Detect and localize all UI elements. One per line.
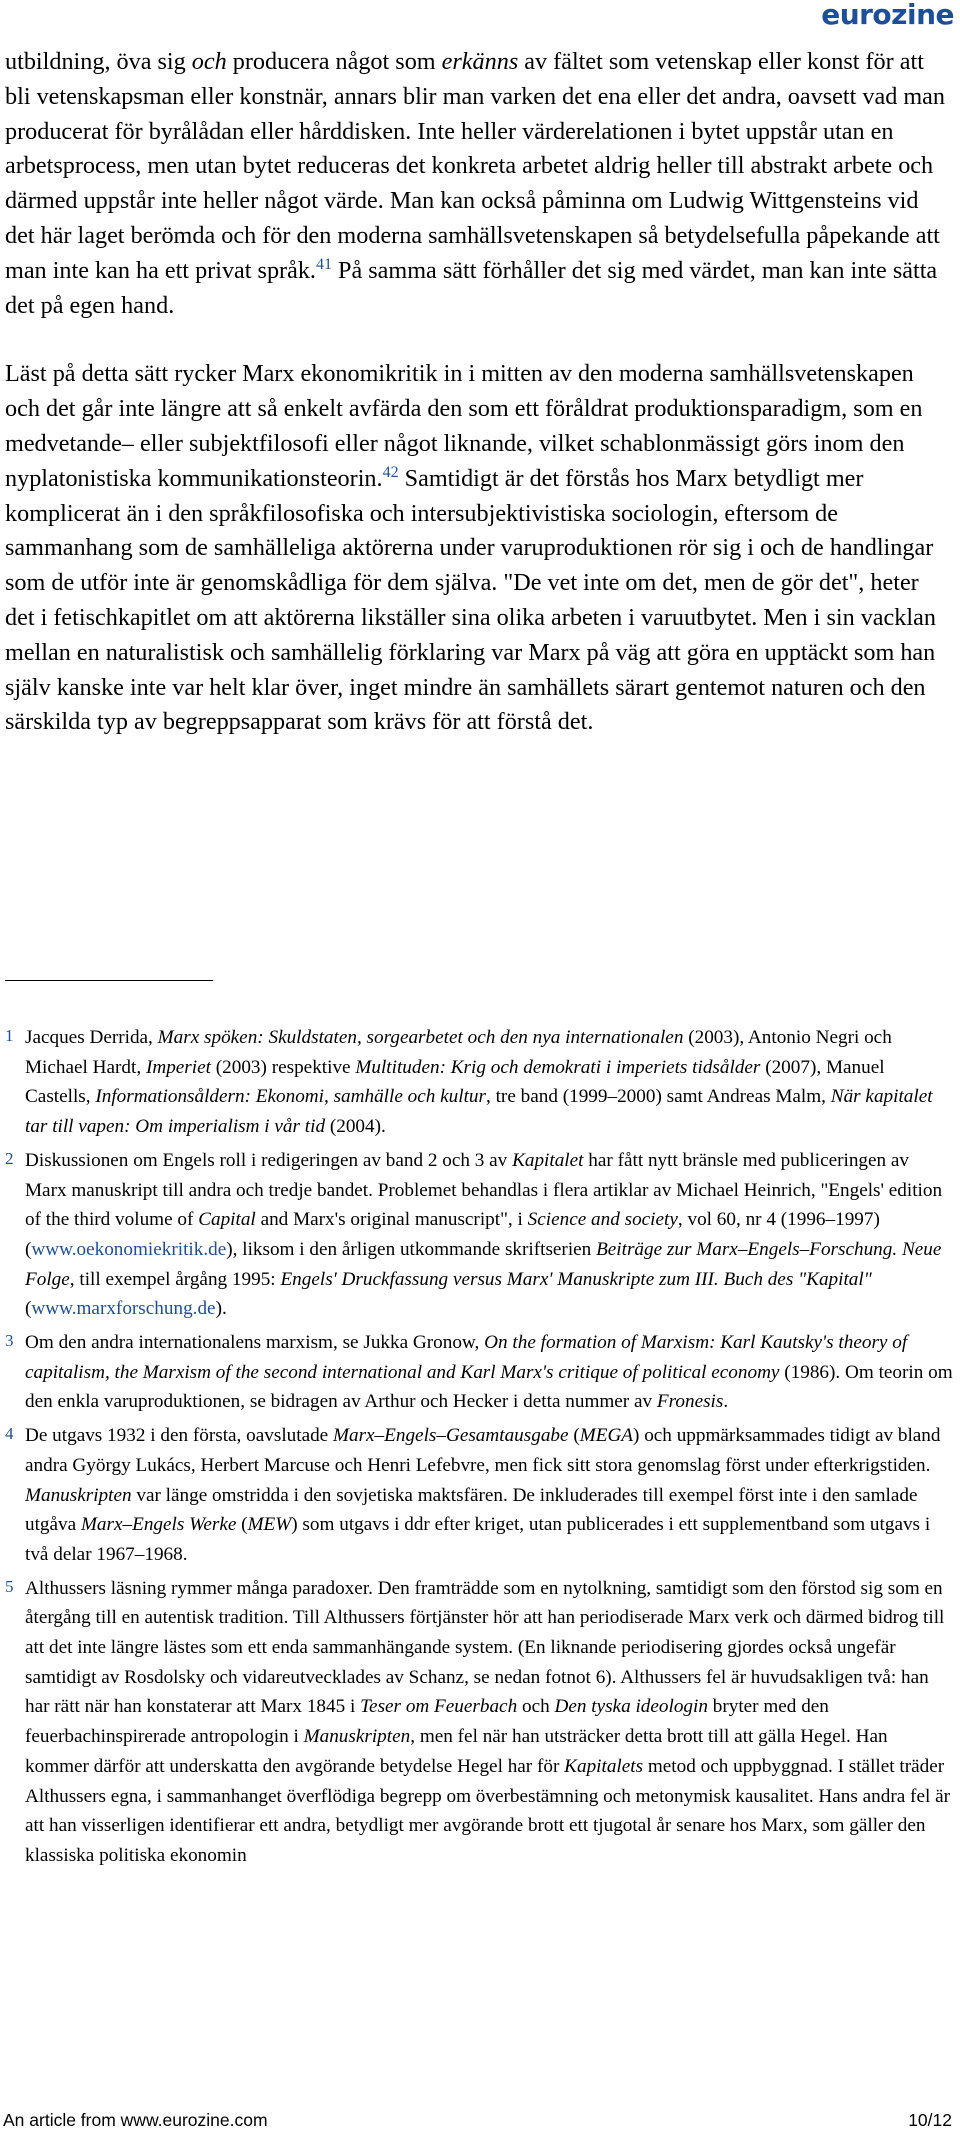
footnote-4 bbox=[5, 1421, 953, 1570]
eurozine-logo[interactable]: eurozine bbox=[821, 0, 954, 31]
footnote-link[interactable]: www.marxforschung.de bbox=[31, 1298, 216, 1320]
article-body bbox=[5, 45, 953, 774]
text-run: metod och uppbyggnad. I stället träder Althussers egna, i sammanhanget överflödiga begrepp om överbestämning och metonymisk kausalitet. Hans andra fel är att han visserligen identifierar ett andra, betydligt mer avgörande brott ett tjugotal år senare hos Marx, som gäller den klassiska politiska ekonomin bbox=[25, 1755, 951, 1866]
footnote-number: 4 bbox=[5, 1424, 14, 1444]
text-run: ( bbox=[25, 1298, 32, 1320]
text-run: , tre band (1999–2000) samt Andreas Malm, bbox=[486, 1086, 831, 1108]
text-run: var länge omstridda i den sovjetiska maktsfären. De inkluderades till exempel först inte i den samlade utgåva bbox=[25, 1484, 918, 1536]
paragraph-1 bbox=[5, 45, 953, 323]
text-run: (2003), Antonio Negri och Michael Hardt, bbox=[25, 1027, 892, 1078]
footnote-number: 1 bbox=[5, 1026, 14, 1045]
text-run: ( bbox=[568, 1425, 580, 1447]
emphasis: Capital bbox=[198, 1209, 256, 1231]
footnote-2 bbox=[5, 1146, 953, 1324]
text-run: , till exempel årgång 1995: bbox=[69, 1268, 281, 1290]
emphasis: Marx–Engels–Gesamtausgabe bbox=[333, 1425, 569, 1447]
text-run: Althussers läsning rymmer många paradoxer. Den framträdde som en nytolkning, samtidigt som den förstod sig som en återgång till en autentisk tradition. Till Althussers förtjänster hör att han periodiserade Marx verk och därmed bidrog till att det inte längre lästes som ett enda sammanhängande system. (En liknande periodisering gjordes också ungefär samtidigt av Rosdolsky och vidareutvecklades av Schanz, se nedan fotnot 6). Althussers fel är huvudsakligen två: han har rätt när han konstaterar att Marx 1845 i bbox=[25, 1577, 945, 1718]
page-number: 10/12 bbox=[908, 2110, 952, 2130]
text-run: producera något som bbox=[226, 48, 442, 75]
emphasis: Manuskripten bbox=[25, 1484, 132, 1506]
text-run: Samtidigt är det förstås hos Marx betydligt mer komplicerat än i den språkfilosofiska och intersubjektivistiska sociologin, eftersom de sammanhang som de samhälleliga aktörerna under varuproduktionen rör sig i och de handlingar som de utför inte är genomskådliga för dem själva. "De vet inte om det, men de gör det", heter det i fetischkapitlet om att aktörerna likställer sina olika arbeten i varuutbytet. Men i sin vacklan mellan en naturalistisk och samhällelig förklaring var Marx på väg att göra en upptäckt som han själv kanske inte var helt klar över, inget mindre än samhällets särart gentemot naturen och den särskilda typ av begreppsapparat som krävs för att förstå det. bbox=[5, 464, 936, 736]
footnote-ref-41[interactable]: 41 bbox=[315, 255, 332, 273]
emphasis: Imperiet bbox=[145, 1056, 211, 1078]
footnote-5 bbox=[5, 1574, 953, 1871]
emphasis: On the formation of Marxism: Karl Kautsky's theory of capitalism, the Marxism of the second international and Karl Marx's critique of political economy bbox=[25, 1332, 908, 1383]
text-run: (2003) respektive bbox=[210, 1056, 356, 1078]
footnote-link[interactable]: www.oekonomiekritik.de bbox=[31, 1238, 227, 1260]
emphasis: Marx–Engels Werke bbox=[80, 1514, 237, 1536]
emphasis: MEW bbox=[247, 1514, 292, 1536]
emphasis: erkänns bbox=[441, 48, 519, 75]
text-run: Diskussionen om Engels roll i redigeringen av band 2 och 3 av bbox=[25, 1149, 513, 1171]
text-run: har fått nytt bränsle med publiceringen av Marx manuskript till andra och tredje bandet. Problemet behandlas i flera artiklar av Michael Heinrich, "Engels' edition of the third volume of bbox=[25, 1149, 943, 1231]
emphasis: Teser om Feuerbach bbox=[360, 1696, 518, 1718]
text-run: ) och uppmärksammades tidigt av bland andra György Lukács, Herbert Marcuse och Henri Lefebvre, men fick sitt stora genomslag först under efterkrigstiden. bbox=[25, 1425, 941, 1476]
text-run: De utgavs 1932 i den första, oavslutade bbox=[25, 1425, 333, 1447]
emphasis: MEGA bbox=[579, 1425, 634, 1447]
emphasis: Beiträge zur Marx–Engels–Forschung. Neue Folge bbox=[25, 1238, 942, 1290]
text-run: (2007), Manuel Castells, bbox=[25, 1056, 885, 1108]
footer-source: An article from www.eurozine.com bbox=[3, 2110, 268, 2130]
footnote-3 bbox=[5, 1328, 953, 1417]
text-run: av fältet som vetenskap eller konst för att bli vetenskapsman eller konstnär, annars blir man varken det ena eller det andra, oavsett vad man producerat för byrålådan eller hårddisken. Inte heller värderelationen i bytet uppstår utan en arbetsprocess, men utan bytet reduceras det konkreta arbetet aldrig heller till abstrakt arbete och därmed uppstår inte heller något värde. Man kan också påminna om Ludwig Wittgensteins vid det här laget berömda och för den moderna samhällsvetenskapen så betydelsefulla påpekande att man inte kan ha ett privat språk. bbox=[5, 48, 945, 284]
footnote-number: 2 bbox=[5, 1148, 14, 1168]
emphasis: Engels' Druckfassung versus Marx' Manuskripte zum III. Buch des "Kapital" bbox=[280, 1268, 872, 1290]
emphasis: Kapitalet bbox=[512, 1149, 584, 1171]
emphasis: När kapitalet tar till vapen: Om imperialism i vår tid bbox=[25, 1086, 933, 1138]
emphasis: Science and society bbox=[527, 1209, 678, 1231]
text-run: , vol 60, nr 4 (1996–1997) ( bbox=[25, 1209, 880, 1260]
emphasis: Informationsåldern: Ekonomi, samhälle och kultur bbox=[95, 1086, 486, 1108]
text-run: ). bbox=[215, 1298, 227, 1320]
text-run: utbildning, öva sig bbox=[5, 48, 192, 75]
text-run: ( bbox=[236, 1514, 248, 1536]
text-run: . bbox=[723, 1391, 729, 1413]
footnote-number: 3 bbox=[5, 1331, 14, 1351]
text-run: and Marx's original manuscript", i bbox=[255, 1209, 528, 1231]
emphasis: Multituden: Krig och demokrati i imperiets tidsålder bbox=[355, 1056, 761, 1078]
emphasis: Marx spöken: Skuldstaten, sorgearbetet och den nya internationalen bbox=[157, 1027, 684, 1048]
text-run: På samma sätt förhåller det sig med värdet, man kan inte sätta det på egen hand. bbox=[5, 256, 938, 319]
text-run: , men fel när han utsträcker detta brott till att gälla Hegel. Han kommer därför att underskatta den avgörande betydelse Hegel har för bbox=[25, 1726, 888, 1777]
text-run: Jacques Derrida, bbox=[25, 1027, 158, 1048]
footnote-separator bbox=[5, 980, 213, 981]
text-run: och bbox=[517, 1696, 555, 1718]
text-run: Läst på detta sätt rycker Marx ekonomikritik in i mitten av den moderna samhällsvetenskapen och det går inte längre att så enkelt avfärda den som ett föråldrat produktionsparadigm, som en medvetande– eller subjektfilosofi eller något liknande, vilket schablonmässigt görs inom den nyplatonistiska kommunikationsteorin. bbox=[5, 360, 923, 492]
footnote-number: 5 bbox=[5, 1576, 14, 1596]
text-run: (2004). bbox=[325, 1116, 386, 1138]
footnote-ref-42[interactable]: 42 bbox=[382, 463, 399, 481]
paragraph-2 bbox=[5, 357, 953, 740]
text-run: bryter med den feuerbachinspirerade antropologin i bbox=[25, 1696, 829, 1748]
footnotes bbox=[5, 1023, 953, 1875]
text-run: (1986). Om teorin om den enkla varuproduktionen, se bidragen av Arthur och Hecker i detta nummer av bbox=[25, 1361, 953, 1413]
emphasis: och bbox=[191, 48, 227, 75]
page-footer bbox=[3, 2105, 952, 2131]
emphasis: Kapitalets bbox=[564, 1755, 644, 1777]
text-run: Om den andra internationalens marxism, se Jukka Gronow, bbox=[25, 1332, 485, 1354]
text-run: ) som utgavs i ddr efter kriget, utan publicerades i ett supplementband som utgavs i två delar 1967–1968. bbox=[25, 1514, 931, 1565]
emphasis: Manuskripten bbox=[303, 1726, 411, 1748]
emphasis: Den tyska ideologin bbox=[554, 1696, 708, 1718]
emphasis: Fronesis bbox=[656, 1391, 724, 1413]
text-run: ), liksom i den årligen utkommande skriftserien bbox=[226, 1238, 597, 1260]
footnote-1 bbox=[5, 1023, 953, 1142]
